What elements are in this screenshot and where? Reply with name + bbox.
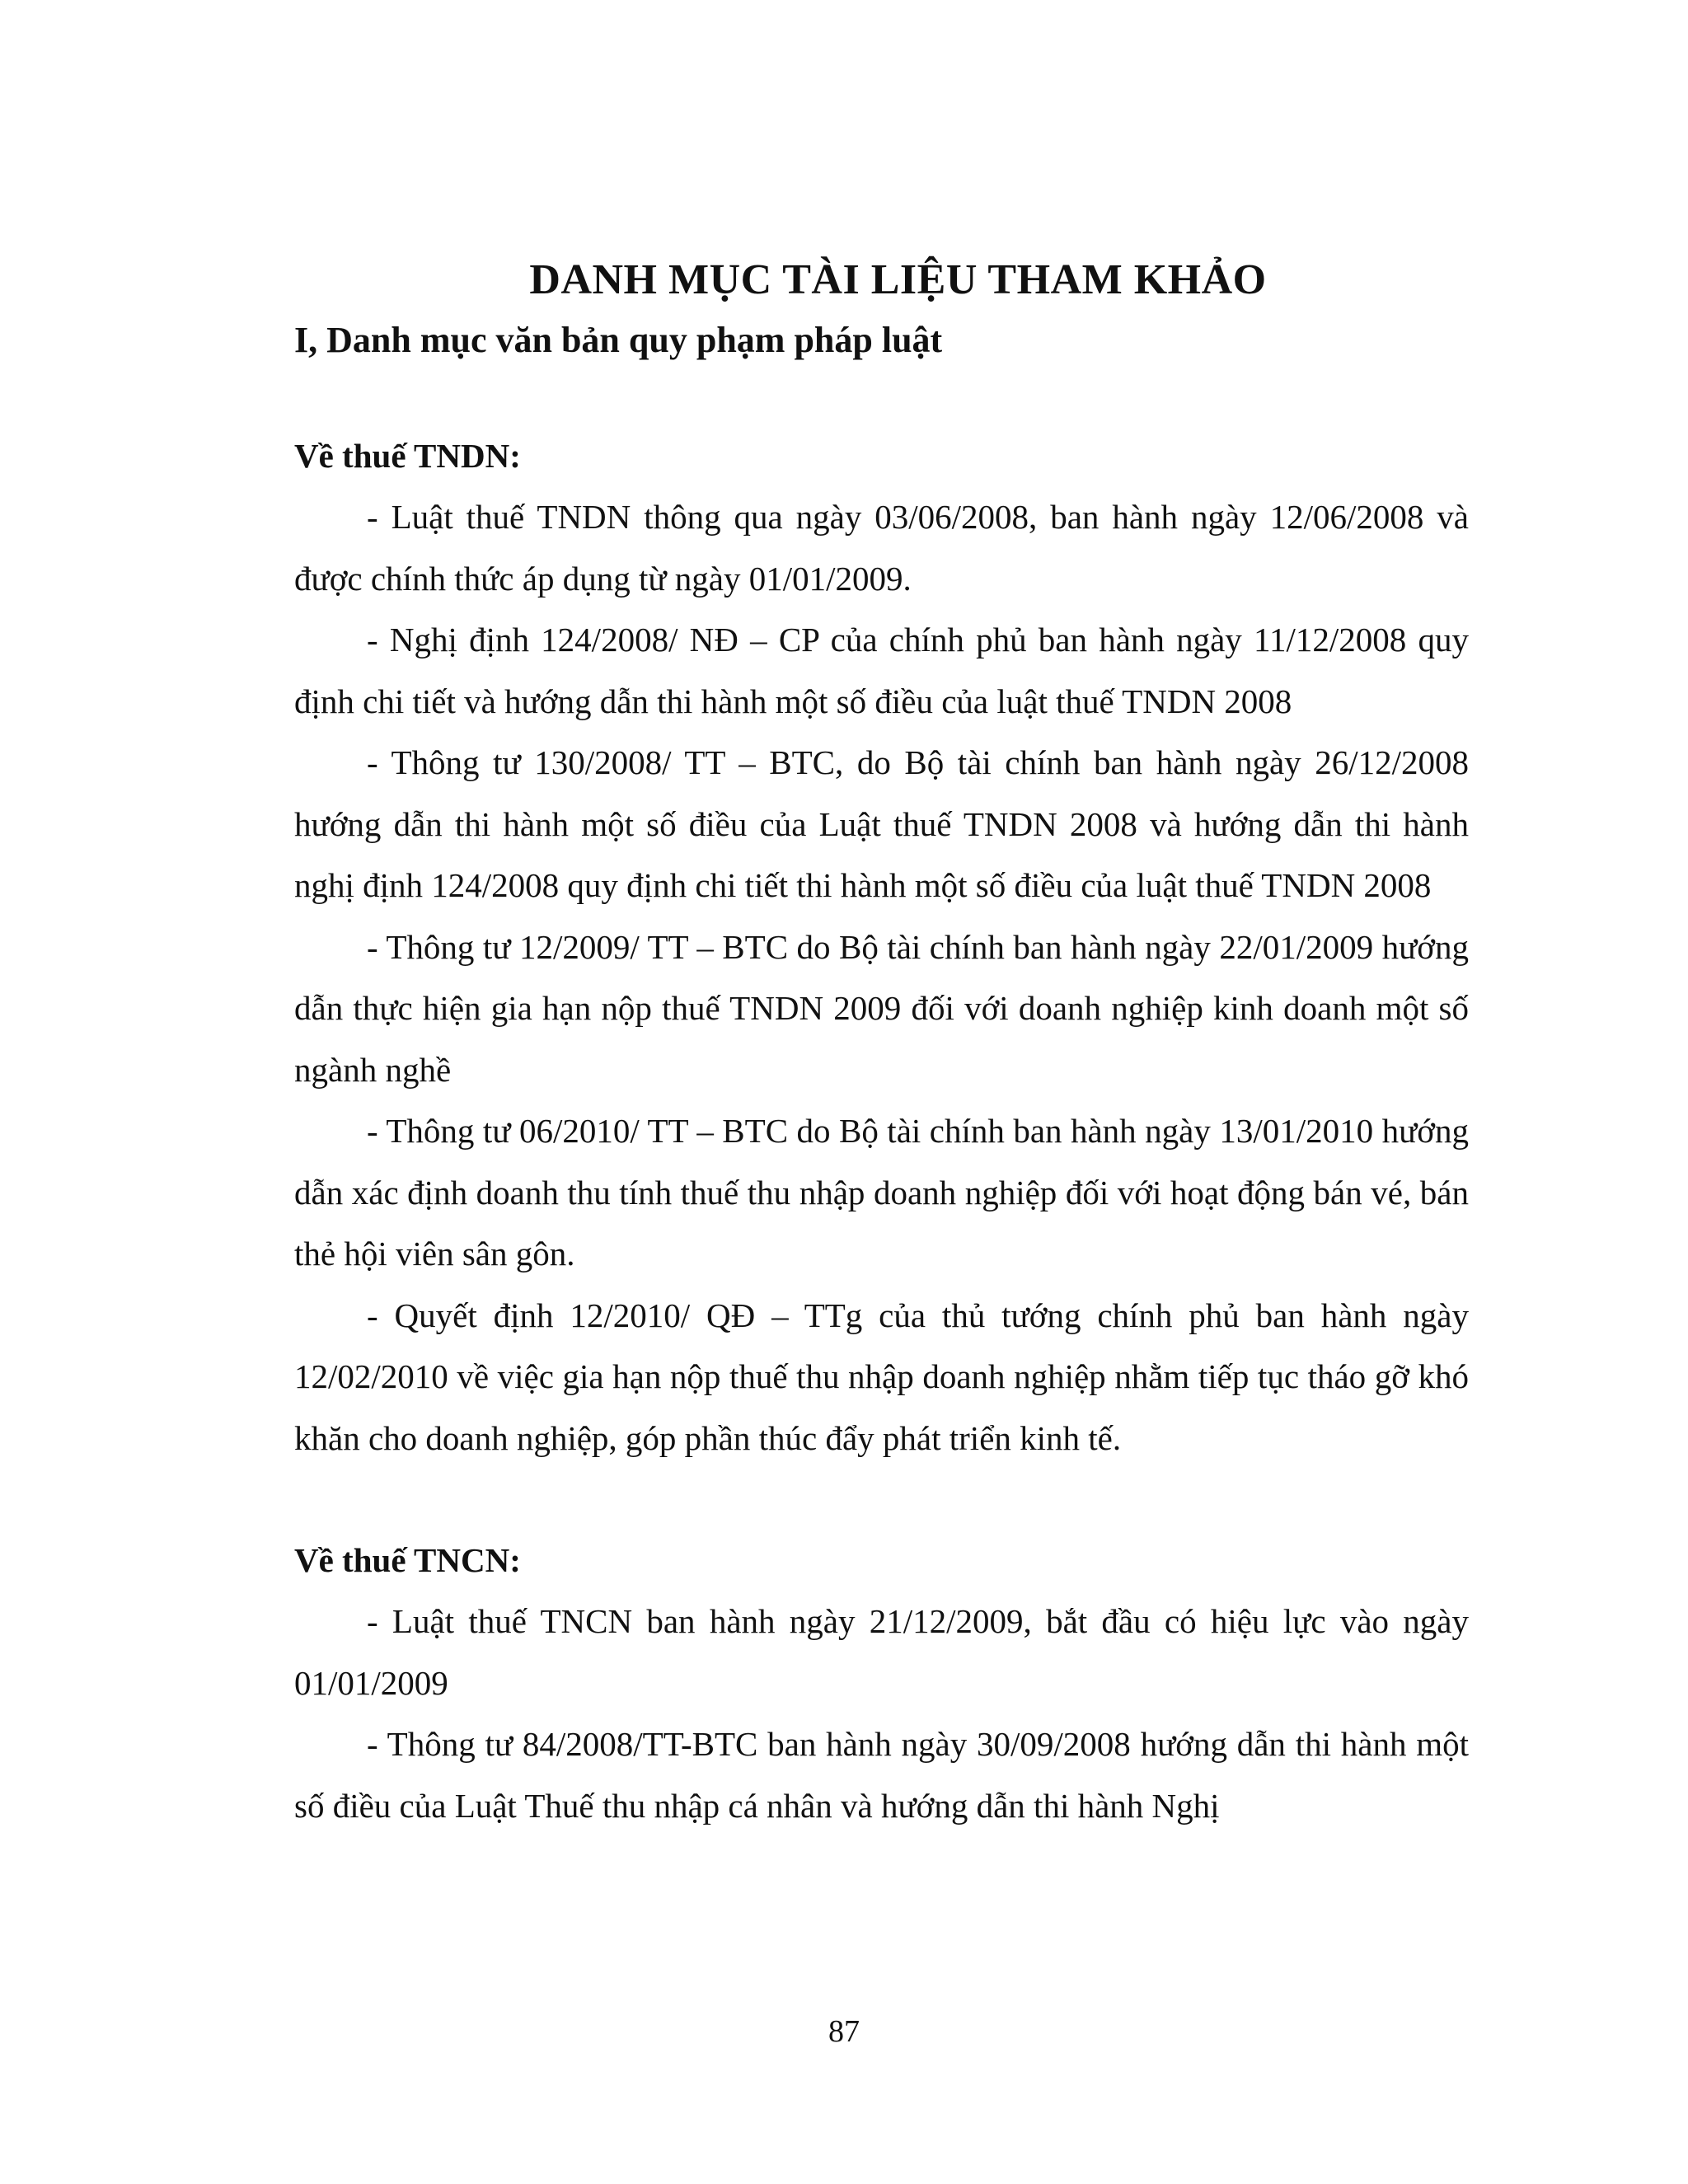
reference-entry: - Nghị định 124/2008/ NĐ – CP của chính phủ ban hành ngày 11/12/2008 quy định chi tiết và hướng dẫn thi hành một số điều của luật thuế TNDN 2008 — [294, 621, 1469, 720]
section-heading: I, Danh mục văn bản quy phạm pháp luật — [294, 320, 943, 360]
page-title: DANH MỤC TÀI LIỆU THAM KHẢO — [529, 256, 1267, 303]
group-tndn — [294, 425, 1469, 1469]
reference-entry: - Luật thuế TNDN thông qua ngày 03/06/2008, ban hành ngày 12/06/2008 và được chính thức áp dụng từ ngày 01/01/2009. — [294, 498, 1469, 598]
reference-entry: - Thông tư 84/2008/TT-BTC ban hành ngày 30/09/2008 hướng dẫn thi hành một số điều của Luật Thuế thu nhập cá nhân và hướng dẫn thi hành Nghị — [294, 1725, 1469, 1825]
reference-entry: - Thông tư 130/2008/ TT – BTC, do Bộ tài chính ban hành ngày 26/12/2008 hướng dẫn thi hành một số điều của Luật thuế TNDN 2008 và hướng dẫn thi hành nghị định 124/2008 quy định chi tiết thi hành một số điều của luật thuế TNDN 2008 — [294, 743, 1469, 904]
page-content — [294, 247, 1469, 1836]
group-tncn — [294, 1530, 1469, 1836]
group-spacer — [294, 1469, 1469, 1530]
reference-entry: - Luật thuế TNCN ban hành ngày 21/12/2009, bắt đầu có hiệu lực vào ngày 01/01/2009 — [294, 1602, 1469, 1702]
group-heading-tncn: Về thuế TNCN: — [294, 1541, 521, 1579]
page-number: 87 — [828, 2014, 860, 2049]
group-heading-tndn: Về thuế TNDN: — [294, 437, 521, 475]
reference-entry: - Thông tư 06/2010/ TT – BTC do Bộ tài chính ban hành ngày 13/01/2010 hướng dẫn xác định doanh thu tính thuế thu nhập doanh nghiệp đối với hoạt động bán vé, bán thẻ hội viên sân gôn. — [294, 1112, 1469, 1272]
reference-entry: - Thông tư 12/2009/ TT – BTC do Bộ tài chính ban hành ngày 22/01/2009 hướng dẫn thực hiện gia hạn nộp thuế TNDN 2009 đối với doanh nghiệp kinh doanh một số ngành nghề — [294, 927, 1469, 1089]
reference-entry: - Quyết định 12/2010/ QĐ – TTg của thủ tướng chính phủ ban hành ngày 12/02/2010 về việc gia hạn nộp thuế thu nhập doanh nghiệp nhằm tiếp tục tháo gỡ khó khăn cho doanh nghiệp, góp phần thúc đẩy phát triển kinh tế. — [294, 1296, 1469, 1457]
